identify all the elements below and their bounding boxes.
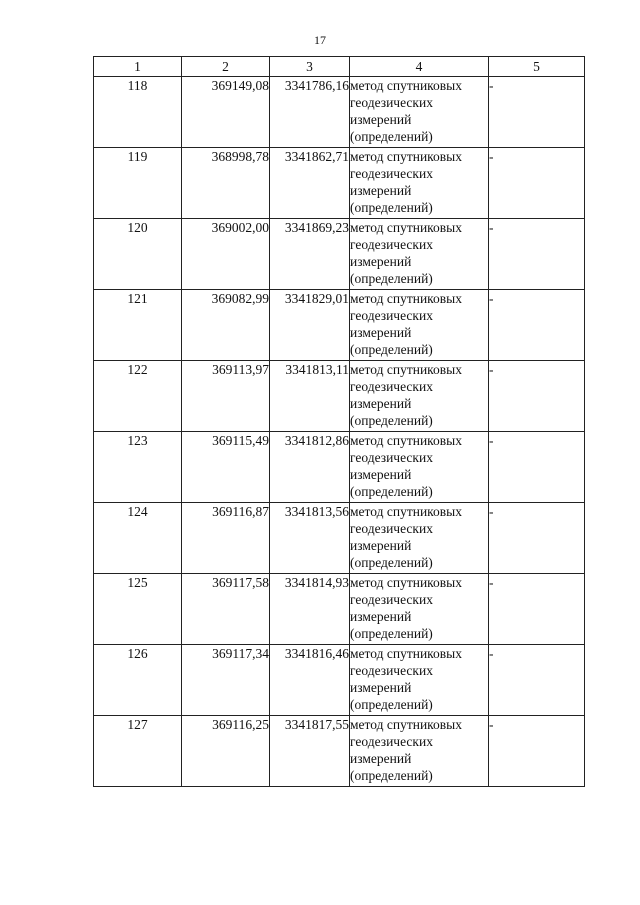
method-line: геодезических: [350, 450, 433, 465]
point-number-cell: 127: [94, 716, 182, 787]
coordinates-table: [93, 56, 585, 787]
header-cell-3: 3: [270, 57, 350, 77]
point-number-cell: 123: [94, 432, 182, 503]
method-line: метод спутниковых: [350, 575, 462, 590]
method-line: измерений: [350, 254, 412, 269]
table-row: [94, 716, 585, 787]
table-row: [94, 432, 585, 503]
method-line: метод спутниковых: [350, 504, 462, 519]
header-cell-4: 4: [350, 57, 489, 77]
method-line: геодезических: [350, 734, 433, 749]
method-cell: [350, 716, 489, 787]
method-line: (определений): [350, 697, 433, 712]
method-line: измерений: [350, 609, 412, 624]
table-body: [94, 57, 585, 787]
point-number-cell: 120: [94, 219, 182, 290]
note-cell: -: [489, 574, 585, 645]
y-coordinate-cell: 3341813,11: [270, 361, 350, 432]
note-cell: -: [489, 432, 585, 503]
y-coordinate-cell: 3341812,86: [270, 432, 350, 503]
method-line: измерений: [350, 467, 412, 482]
point-number-cell: 118: [94, 77, 182, 148]
page-number: 17: [314, 33, 326, 47]
method-line: (определений): [350, 768, 433, 783]
method-line: измерений: [350, 680, 412, 695]
table-header-row: [94, 57, 585, 77]
method-line: геодезических: [350, 379, 433, 394]
x-coordinate-cell: 369113,97: [182, 361, 270, 432]
method-line: метод спутниковых: [350, 291, 462, 306]
method-line: измерений: [350, 183, 412, 198]
method-line: метод спутниковых: [350, 220, 462, 235]
method-line: геодезических: [350, 308, 433, 323]
method-line: геодезических: [350, 663, 433, 678]
table-row: [94, 503, 585, 574]
method-line: измерений: [350, 396, 412, 411]
method-line: метод спутниковых: [350, 717, 462, 732]
method-line: метод спутниковых: [350, 78, 462, 93]
point-number-cell: 126: [94, 645, 182, 716]
point-number-cell: 121: [94, 290, 182, 361]
method-line: (определений): [350, 129, 433, 144]
point-number-cell: 124: [94, 503, 182, 574]
note-cell: -: [489, 219, 585, 290]
table-row: [94, 574, 585, 645]
y-coordinate-cell: 3341869,23: [270, 219, 350, 290]
note-cell: -: [489, 645, 585, 716]
y-coordinate-cell: 3341862,71: [270, 148, 350, 219]
table-row: [94, 645, 585, 716]
header-cell-2: 2: [182, 57, 270, 77]
method-cell: [350, 77, 489, 148]
method-line: геодезических: [350, 95, 433, 110]
method-line: (определений): [350, 271, 433, 286]
method-cell: [350, 432, 489, 503]
header-cell-1: 1: [94, 57, 182, 77]
method-line: метод спутниковых: [350, 646, 462, 661]
x-coordinate-cell: 369116,87: [182, 503, 270, 574]
table-row: [94, 148, 585, 219]
method-line: геодезических: [350, 521, 433, 536]
note-cell: -: [489, 361, 585, 432]
method-cell: [350, 148, 489, 219]
method-line: измерений: [350, 325, 412, 340]
note-cell: -: [489, 148, 585, 219]
x-coordinate-cell: 369116,25: [182, 716, 270, 787]
x-coordinate-cell: 369149,08: [182, 77, 270, 148]
note-cell: -: [489, 503, 585, 574]
method-line: измерений: [350, 751, 412, 766]
table-row: [94, 77, 585, 148]
method-line: метод спутниковых: [350, 149, 462, 164]
y-coordinate-cell: 3341816,46: [270, 645, 350, 716]
note-cell: -: [489, 290, 585, 361]
method-cell: [350, 361, 489, 432]
x-coordinate-cell: 369115,49: [182, 432, 270, 503]
method-cell: [350, 503, 489, 574]
method-line: (определений): [350, 200, 433, 215]
x-coordinate-cell: 369082,99: [182, 290, 270, 361]
method-line: измерений: [350, 112, 412, 127]
table-row: [94, 219, 585, 290]
x-coordinate-cell: 369117,58: [182, 574, 270, 645]
point-number-cell: 125: [94, 574, 182, 645]
point-number-cell: 119: [94, 148, 182, 219]
x-coordinate-cell: 368998,78: [182, 148, 270, 219]
note-cell: -: [489, 716, 585, 787]
method-cell: [350, 645, 489, 716]
header-cell-5: 5: [489, 57, 585, 77]
y-coordinate-cell: 3341817,55: [270, 716, 350, 787]
note-cell: -: [489, 77, 585, 148]
method-line: (определений): [350, 342, 433, 357]
y-coordinate-cell: 3341813,56: [270, 503, 350, 574]
point-number-cell: 122: [94, 361, 182, 432]
method-line: геодезических: [350, 166, 433, 181]
method-line: измерений: [350, 538, 412, 553]
table-row: [94, 361, 585, 432]
method-cell: [350, 574, 489, 645]
method-line: геодезических: [350, 237, 433, 252]
x-coordinate-cell: 369002,00: [182, 219, 270, 290]
method-line: (определений): [350, 413, 433, 428]
y-coordinate-cell: 3341814,93: [270, 574, 350, 645]
method-line: (определений): [350, 484, 433, 499]
method-line: (определений): [350, 626, 433, 641]
table-row: [94, 290, 585, 361]
method-cell: [350, 219, 489, 290]
x-coordinate-cell: 369117,34: [182, 645, 270, 716]
y-coordinate-cell: 3341829,01: [270, 290, 350, 361]
method-cell: [350, 290, 489, 361]
method-line: геодезических: [350, 592, 433, 607]
method-line: (определений): [350, 555, 433, 570]
method-line: метод спутниковых: [350, 433, 462, 448]
method-line: метод спутниковых: [350, 362, 462, 377]
y-coordinate-cell: 3341786,16: [270, 77, 350, 148]
